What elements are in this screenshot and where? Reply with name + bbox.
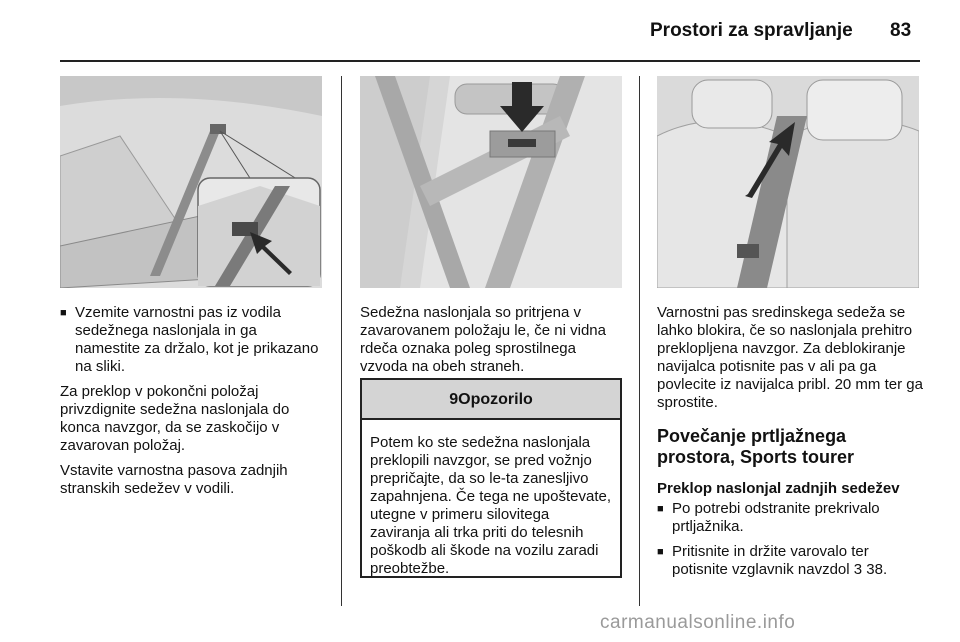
bullet-icon: ■ [657,546,664,558]
list-item [60,304,322,376]
column-2-text [360,304,622,383]
bullet-text: Po potrebi odstranite prekrivalo prtljažnika. [672,500,880,535]
release-lever-illustration [360,76,622,288]
watermark: carmanualsonline.info [600,612,796,633]
warning-icon: 9 [449,391,459,408]
paragraph: Za preklop v pokončni položaj privzdignite sedežna naslonjala do konca navzgor, da se zaskočijo v zavarovan položaj. [60,383,290,454]
list-item [657,543,925,579]
bullet-text: Pritisnite in držite varovalo ter potisnite vzglavnik navzdol [672,543,869,578]
page-title: Prostori za spravljanje [650,20,853,41]
column-3-text [657,304,925,586]
figure-seatbelt-guide [60,76,322,288]
column-divider-1 [341,76,342,606]
column-1-text [60,304,322,505]
warning-title: Opozorilo [458,391,533,408]
section-heading: Povečanje prtljažnega prostora, Sports tourer [657,426,855,467]
figure-center-seatbelt [657,76,919,288]
header-rule [60,60,920,62]
bullet-icon: ■ [657,503,664,515]
warning-body: Potem ko ste sedežna naslonjala preklopili navzgor, se pred vožnjo prepričajte, da so le-ta zanesljivo zapahnjena. Če tega ne upoštevate, utegne v primeru silovitega zaviranja ali trka priti do telesnih poškodb ali škode na vozilu zaradi preobtežbe. [370,434,612,577]
warning-box [360,378,622,578]
paragraph: Sedežna naslonjala so pritrjena v zavarovanem položaju le, če ni vidna rdeča oznaka poleg sprostilnega vzvoda na obeh straneh. [360,304,606,375]
paragraph: Vstavite varnostna pasova zadnjih stranskih sedežev v vodili. [60,462,288,497]
sub-heading: Preklop naslonjal zadnjih sedežev [657,480,900,497]
bullet-text: Vzemite varnostni pas iz vodila sedežnega naslonjala in ga namestite za držalo, kot je prikazano na sliki. [75,304,319,375]
center-seatbelt-illustration [657,76,919,288]
paragraph: Varnostni pas sredinskega sedeža se lahko blokira, če so naslonjala prehitro preklopljena navzgor. Za deblokiranje navijalca potisnite pas v ali pa ga povlecite iz navijalca pribl. 20 mm ter ga sprostite. [657,304,923,411]
page-header [0,0,960,62]
list-item [657,500,925,536]
warning-header [362,380,620,420]
figure-release-lever [360,76,622,288]
bullet-icon: ■ [60,307,67,319]
page-reference-icon[interactable]: 3 [853,561,863,578]
column-divider-2 [639,76,640,606]
page-number: 83 [890,20,912,41]
page-reference[interactable]: 38. [866,561,888,578]
seatbelt-guide-illustration [60,76,322,288]
